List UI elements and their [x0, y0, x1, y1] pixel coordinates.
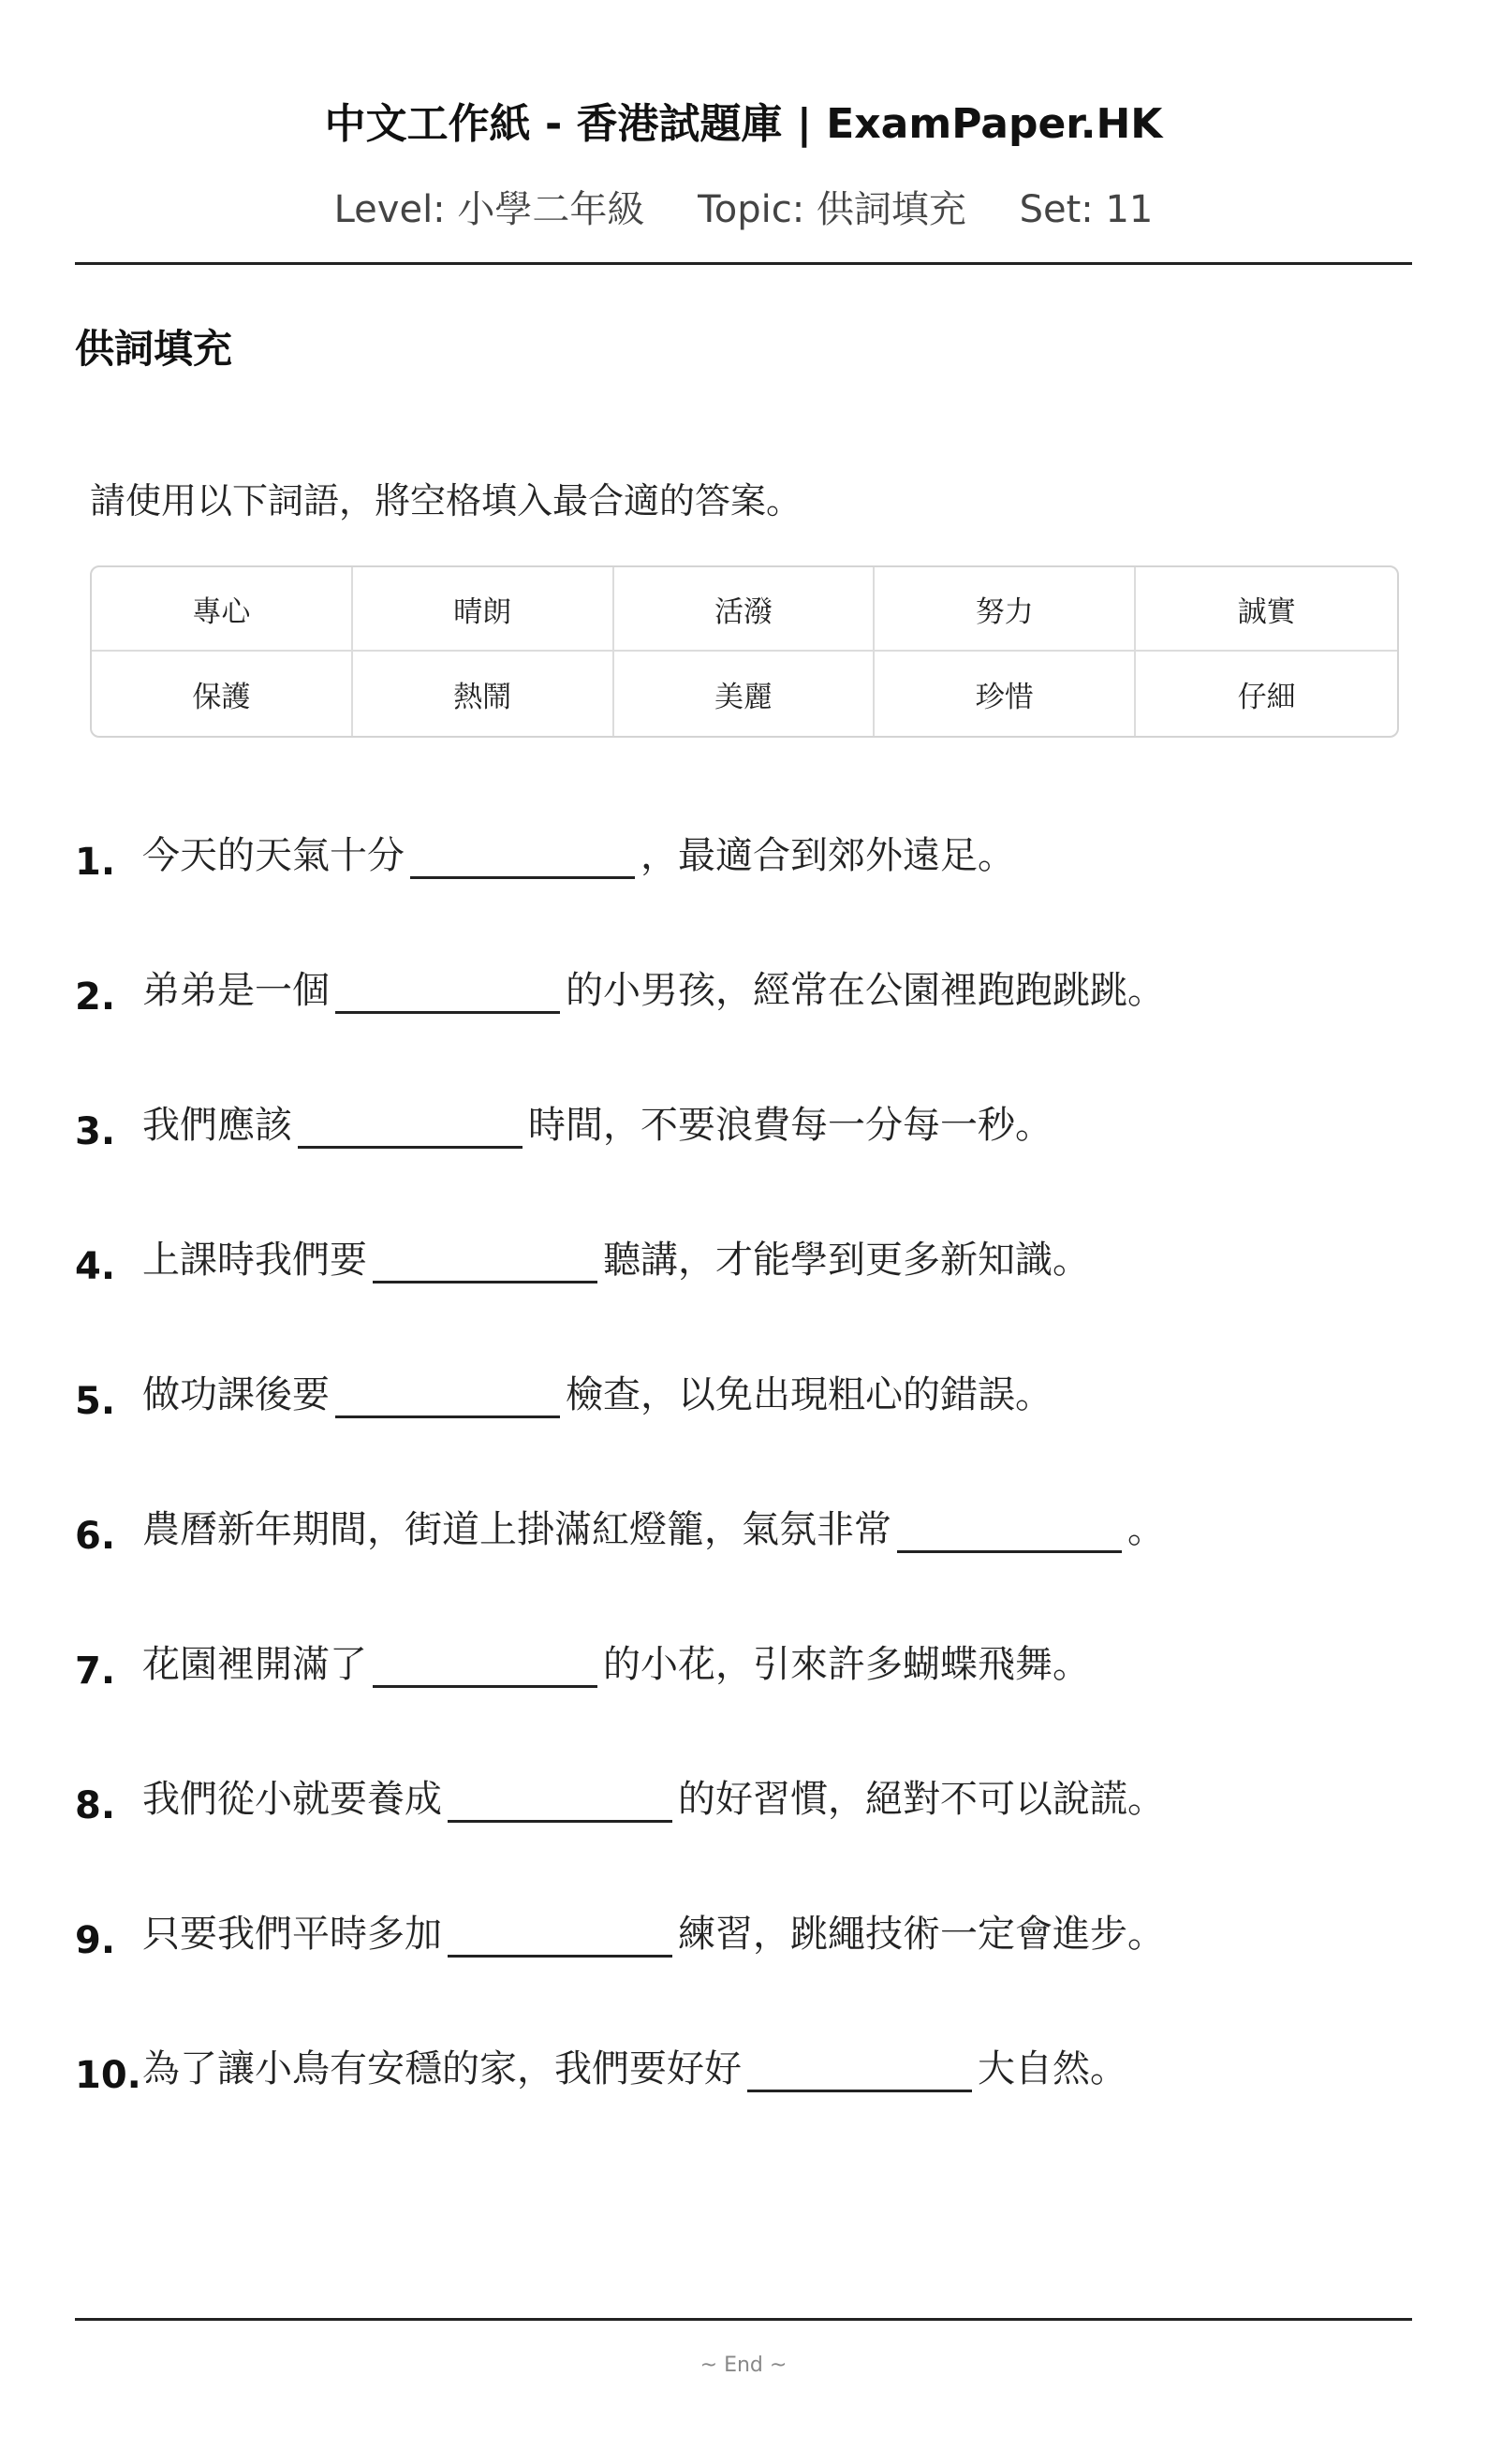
- question-number: 7.: [75, 1650, 116, 1693]
- sentence-end: 大自然。: [978, 2047, 1127, 2090]
- question-item: [75, 2039, 1414, 2174]
- answer-blank[interactable]: [448, 1910, 672, 1958]
- question-sentence: [142, 1230, 1090, 1283]
- sentence-end: 時間，不要浪費每一分每一秒。: [528, 1104, 1053, 1147]
- word-bank-cell: 活潑: [614, 567, 876, 652]
- question-sentence: [142, 826, 1015, 879]
- sentence-end: 練習，跳繩技術一定會進步。: [678, 1913, 1165, 1956]
- worksheet-header: [75, 0, 1412, 265]
- sentence-end: ，最適合到郊外遠足。: [640, 834, 1015, 877]
- word-bank-cell: 美麗: [614, 652, 876, 736]
- question-item: [75, 826, 1414, 961]
- sentence-end: 檢查，以免出現粗心的錯誤。: [566, 1373, 1053, 1416]
- question-item: [75, 1365, 1414, 1500]
- question-item: [75, 1500, 1414, 1635]
- question-number: 3.: [75, 1110, 116, 1153]
- question-number: 10.: [75, 2054, 141, 2097]
- question-sentence: [142, 1635, 1090, 1688]
- sentence-end: 聽講，才能學到更多新知識。: [603, 1239, 1090, 1282]
- word-bank-cell: 專心: [92, 567, 353, 652]
- word-bank-cell: 仔細: [1237, 680, 1296, 714]
- sentence-end: 的好習慣，絕對不可以說謊。: [678, 1778, 1165, 1821]
- sentence-start: 只要我們平時多加: [142, 1913, 442, 1956]
- word-bank-cell: 努力: [875, 567, 1136, 652]
- question-sentence: [142, 961, 1165, 1014]
- answer-blank[interactable]: [298, 1101, 523, 1149]
- instructions-text: 請使用以下詞語，將空格填入最合適的答案。: [90, 480, 802, 521]
- question-sentence: [142, 1365, 1053, 1418]
- question-sentence: [142, 1095, 1053, 1149]
- sentence-end: 的小花，引來許多蝴蝶飛舞。: [603, 1643, 1090, 1686]
- question-number: 6.: [75, 1515, 116, 1558]
- sentence-start: 為了讓小鳥有安穩的家，我們要好好: [142, 2047, 742, 2090]
- footer-end-mark: ~ End ~: [699, 2354, 788, 2377]
- sentence-start: 上課時我們要: [142, 1239, 367, 1282]
- question-sentence: [142, 1500, 1165, 1553]
- question-number: 8.: [75, 1784, 116, 1827]
- word-bank-cell: 晴朗: [353, 567, 614, 652]
- question-number: 2.: [75, 975, 116, 1019]
- answer-blank[interactable]: [335, 1371, 560, 1418]
- word-bank-cell: 誠實: [1136, 567, 1397, 652]
- answer-blank[interactable]: [897, 1505, 1122, 1553]
- question-number: 9.: [75, 1919, 116, 1962]
- sentence-end: 。: [1127, 1508, 1165, 1551]
- sentence-start: 花園裡開滿了: [142, 1643, 367, 1686]
- question-number: 1.: [75, 841, 116, 884]
- question-item: [75, 961, 1414, 1095]
- answer-blank[interactable]: [448, 1775, 672, 1823]
- footer-divider: [75, 2318, 1412, 2321]
- question-item: [75, 1095, 1414, 1230]
- answer-blank[interactable]: [373, 1236, 597, 1283]
- sentence-end: 的小男孩，經常在公園裡跑跑跳跳。: [566, 969, 1165, 1012]
- word-bank-cell: 保護: [92, 652, 353, 736]
- set-label: Set: 11: [1019, 188, 1154, 231]
- sentence-start: 我們應該: [142, 1104, 292, 1147]
- question-list: [75, 826, 1414, 2174]
- question-number: 4.: [75, 1245, 116, 1288]
- sentence-start: 我們從小就要養成: [142, 1778, 442, 1821]
- question-item: [75, 1635, 1414, 1769]
- question-sentence: [142, 1904, 1165, 1958]
- sentence-start: 弟弟是一個: [142, 969, 330, 1012]
- sentence-start: 今天的天氣十分: [142, 834, 405, 877]
- word-bank-table: [90, 565, 1399, 738]
- page-title: 中文工作紙 - 香港試題庫 | ExamPaper.HK: [324, 100, 1163, 148]
- word-bank-cell: 熱鬧: [353, 652, 614, 736]
- section-heading: 供詞填充: [75, 326, 233, 372]
- level-label: Level: 小學二年級: [333, 188, 645, 231]
- question-sentence: [142, 2039, 1127, 2092]
- sentence-start: 做功課後要: [142, 1373, 330, 1416]
- answer-blank[interactable]: [373, 1640, 597, 1688]
- question-number: 5.: [75, 1380, 116, 1423]
- question-sentence: [142, 1769, 1165, 1823]
- answer-blank[interactable]: [747, 2045, 972, 2092]
- answer-blank[interactable]: [410, 831, 635, 879]
- worksheet-meta: [75, 180, 1412, 233]
- answer-blank[interactable]: [335, 966, 560, 1014]
- question-item: [75, 1230, 1414, 1365]
- topic-label: Topic: 供詞填充: [698, 188, 966, 231]
- word-bank-cell: 珍惜: [875, 652, 1136, 736]
- sentence-start: 農曆新年期間，街道上掛滿紅燈籠，氣氛非常: [142, 1508, 891, 1551]
- question-item: [75, 1904, 1414, 2039]
- question-item: [75, 1769, 1414, 1904]
